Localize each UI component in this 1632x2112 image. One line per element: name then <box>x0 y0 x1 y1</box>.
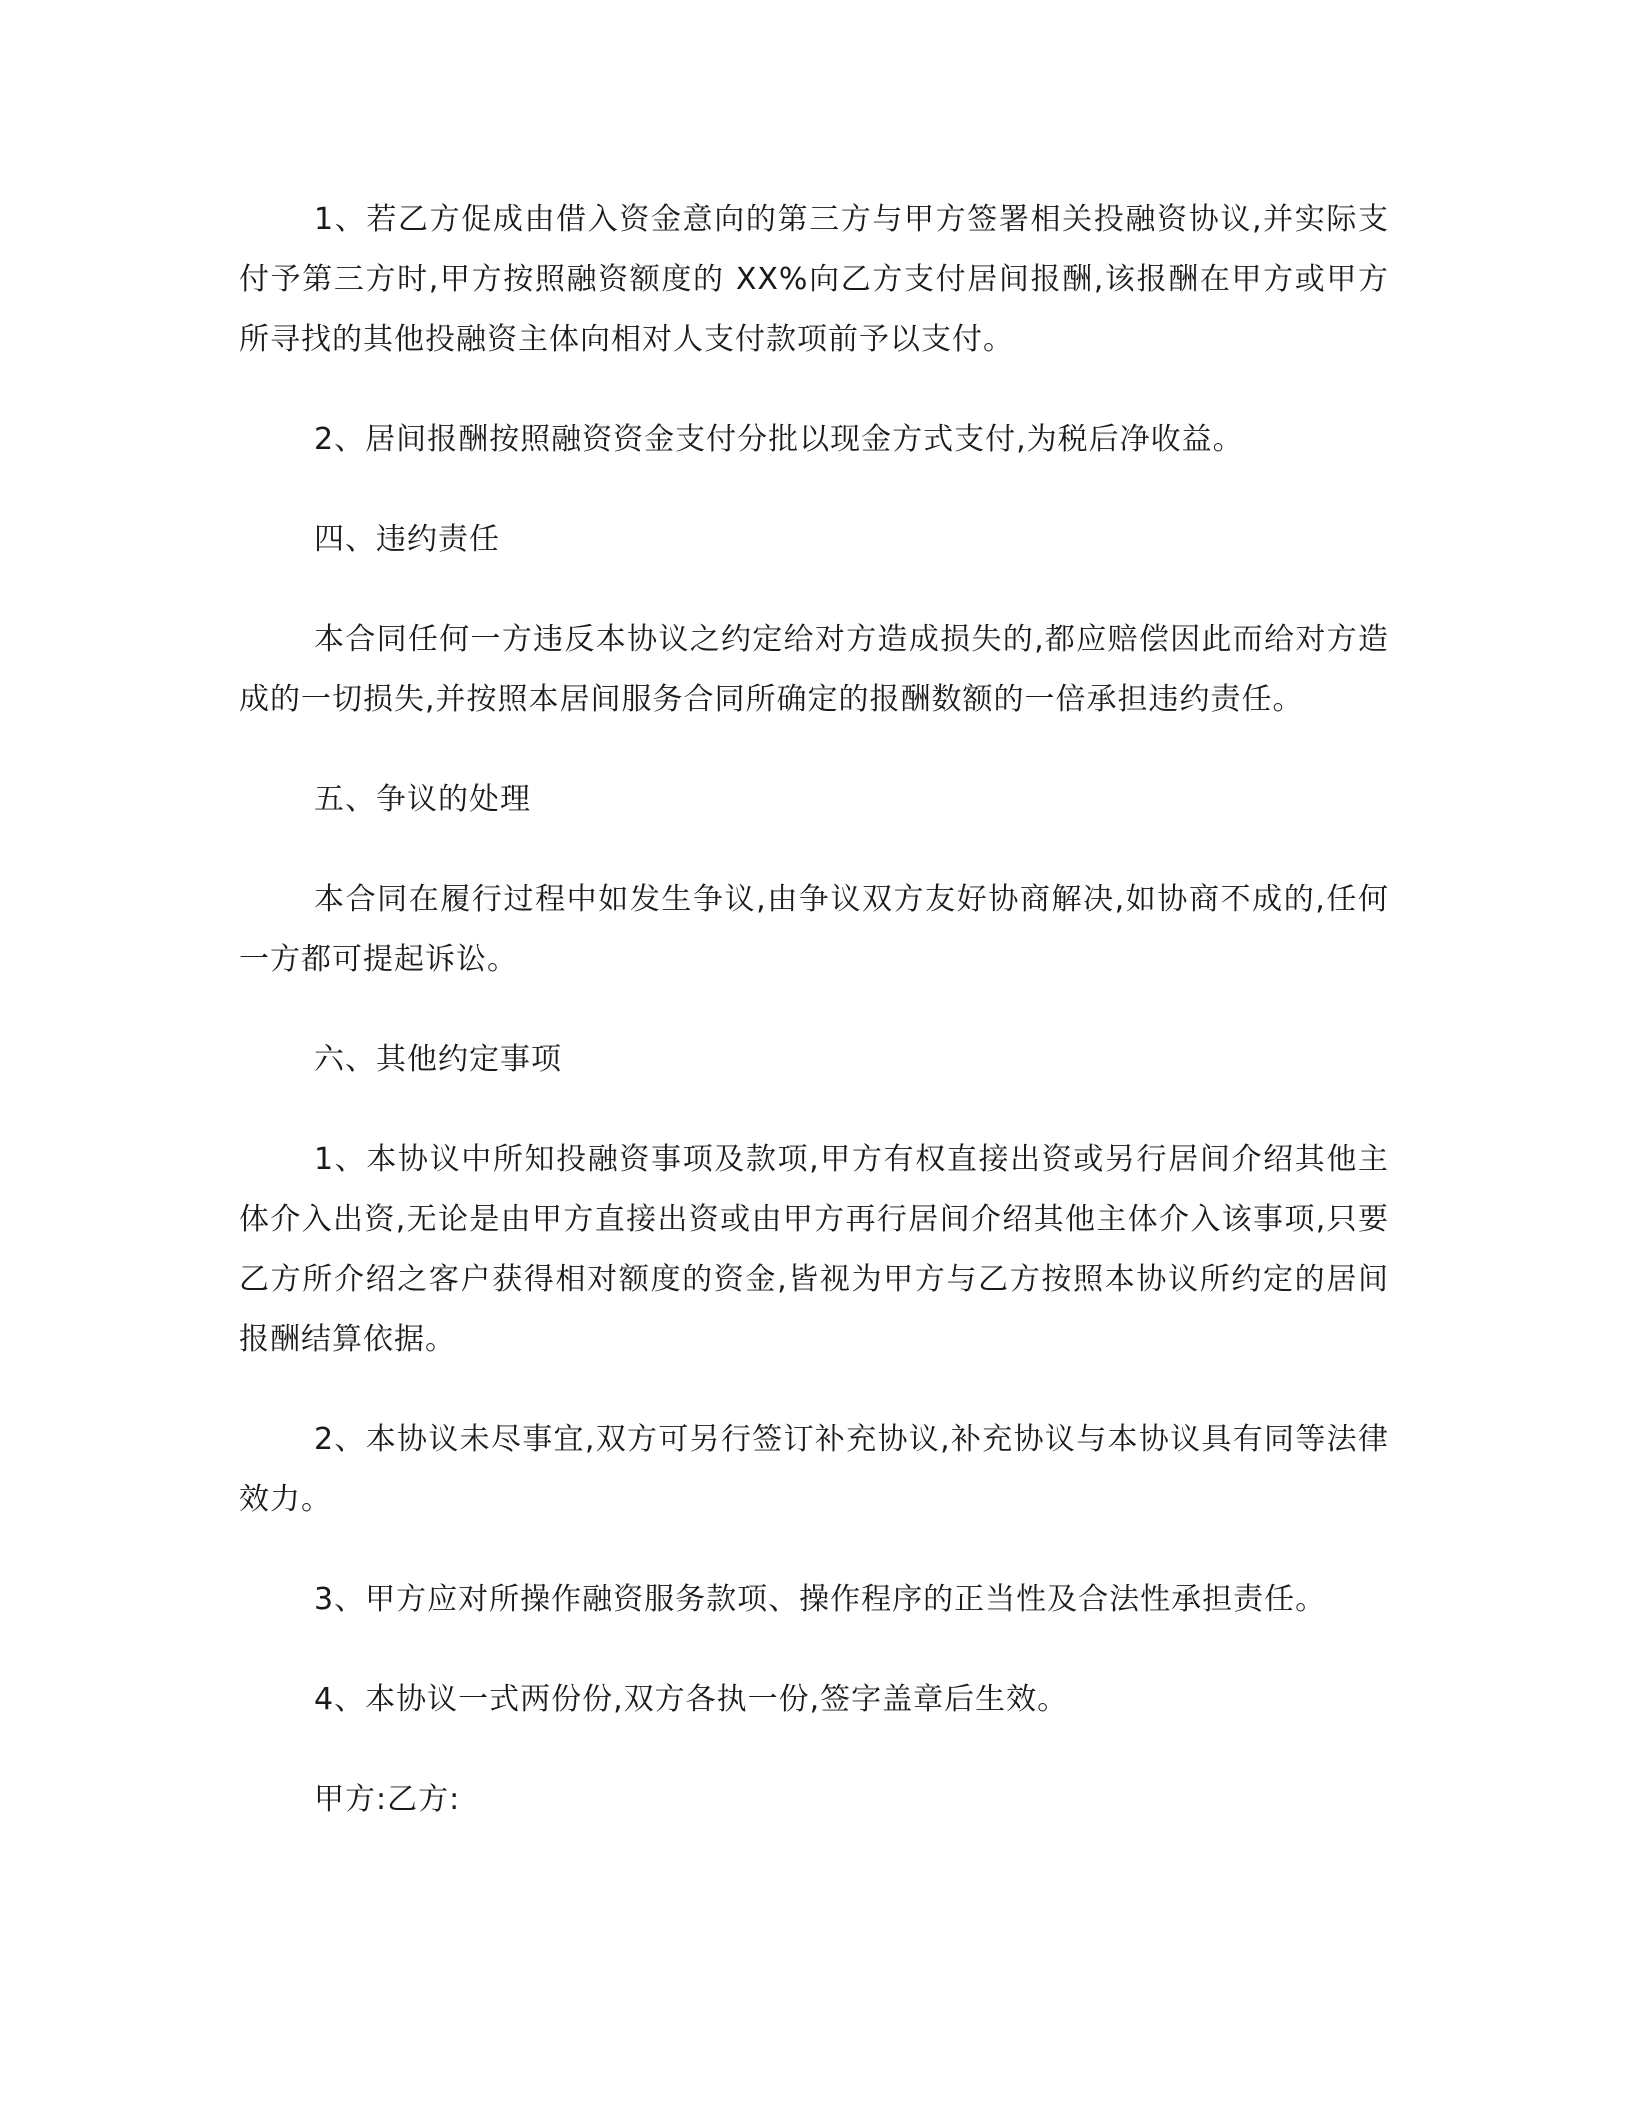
clause-paragraph-2: 2、居间报酬按照融资资金支付分批以现金方式支付,为税后净收益。 <box>314 422 1244 457</box>
section-heading-breach: 四、违约责任 <box>314 522 500 557</box>
other-clause-4: 4、本协议一式两份份,双方各执一份,签字盖章后生效。 <box>314 1682 1069 1717</box>
section-heading-other: 六、其他约定事项 <box>314 1042 562 1077</box>
breach-paragraph: 本合同任何一方违反本协议之约定给对方造成损失的,都应赔偿因此而给对方造成的一切损失,并按照本居间服务合同所确定的报酬数额的一倍承担违约责任。 <box>239 622 1389 717</box>
signature-line: 甲方:乙方: <box>314 1782 461 1817</box>
other-clause-3: 3、甲方应对所操作融资服务款项、操作程序的正当性及合法性承担责任。 <box>314 1582 1327 1617</box>
document-body <box>239 190 1389 1830</box>
other-clause-2: 2、本协议未尽事宜,双方可另行签订补充协议,补充协议与本协议具有同等法律效力。 <box>239 1422 1389 1517</box>
section-heading-dispute: 五、争议的处理 <box>314 782 531 817</box>
clause-paragraph-1: 1、若乙方促成由借入资金意向的第三方与甲方签署相关投融资协议,并实际支付予第三方时,甲方按照融资额度的 XX%向乙方支付居间报酬,该报酬在甲方或甲方所寻找的其他投融资主体向相对人支付款项前予以支付。 <box>239 202 1389 357</box>
other-clause-1: 1、本协议中所知投融资事项及款项,甲方有权直接出资或另行居间介绍其他主体介入出资,无论是由甲方直接出资或由甲方再行居间介绍其他主体介入该事项,只要乙方所介绍之客户获得相对额度的资金,皆视为甲方与乙方按照本协议所约定的居间报酬结算依据。 <box>239 1142 1389 1357</box>
dispute-paragraph: 本合同在履行过程中如发生争议,由争议双方友好协商解决,如协商不成的,任何一方都可提起诉讼。 <box>239 882 1389 977</box>
